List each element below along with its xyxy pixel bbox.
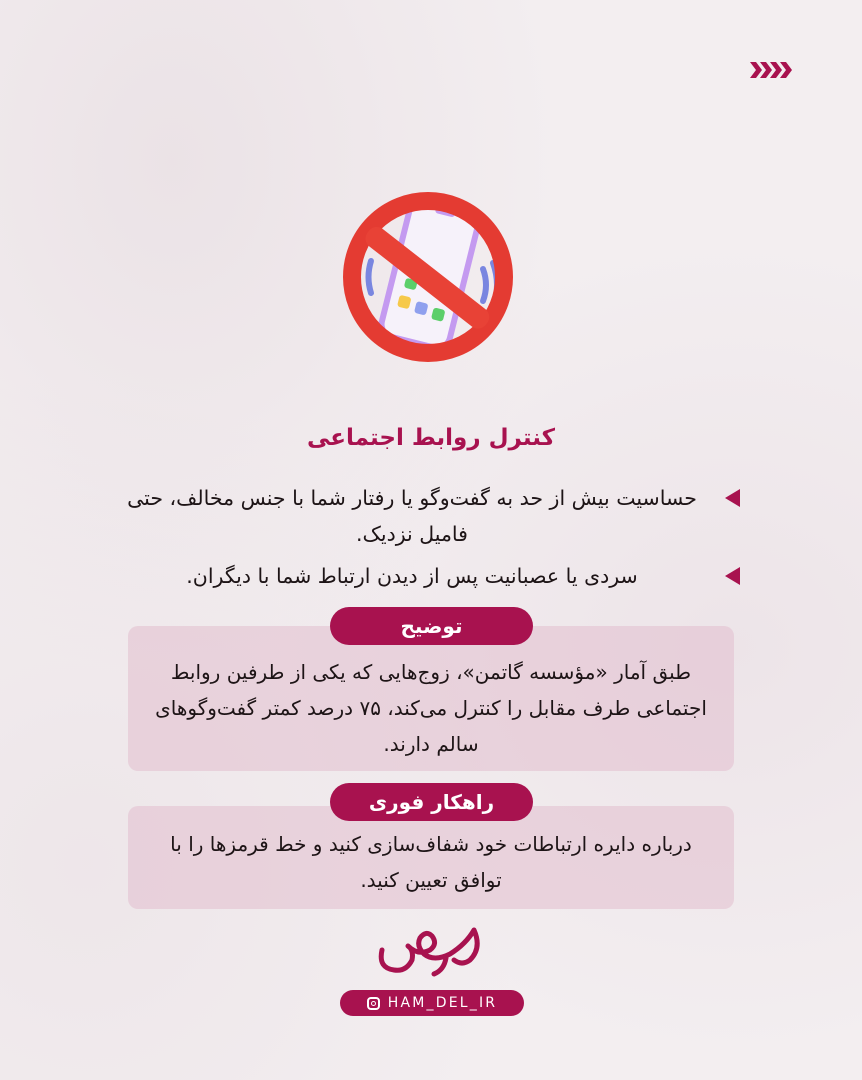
instagram-handle-badge[interactable] <box>340 990 524 1016</box>
bullet-text: سردی یا عصبانیت پس از دیدن ارتباط شما با دیگران. <box>186 564 638 588</box>
page-title: کنترل روابط اجتماعی <box>306 425 555 451</box>
triangle-bullet-icon <box>725 489 740 507</box>
explanation-label: توضیح <box>330 607 533 645</box>
bullet-text: حساسیت بیش از حد به گفت‌وگو یا رفتار شما با جنس مخالف، حتی فامیل نزدیک. <box>127 486 697 546</box>
explanation-card <box>128 626 734 771</box>
explanation-text: طبق آمار «مؤسسه گاتمن»، زوج‌هایی که یکی از طرفین روابط اجتماعی طرف مقابل را کنترل می‌کند، ۷۵ درصد کمتر گفت‌وگوهای سالم دارند. <box>155 660 707 756</box>
instagram-icon <box>367 997 380 1010</box>
svg-text:همدل: همدل <box>430 978 433 979</box>
brand-logo <box>374 920 486 978</box>
instagram-handle: HAM_DEL_IR <box>387 995 498 1011</box>
chevrons-right-icon[interactable] <box>750 60 794 80</box>
no-phone-prohibited-icon <box>333 191 523 363</box>
solution-text: درباره دایره ارتباطات خود شفاف‌سازی کنید و خط قرمزها را با توافق تعیین کنید. <box>170 832 692 892</box>
solution-card <box>128 806 734 909</box>
triangle-bullet-icon <box>725 567 740 585</box>
bullet-item <box>120 480 740 552</box>
bullet-list <box>120 480 740 594</box>
bullet-item <box>120 558 740 594</box>
solution-label: راهکار فوری <box>330 783 533 821</box>
